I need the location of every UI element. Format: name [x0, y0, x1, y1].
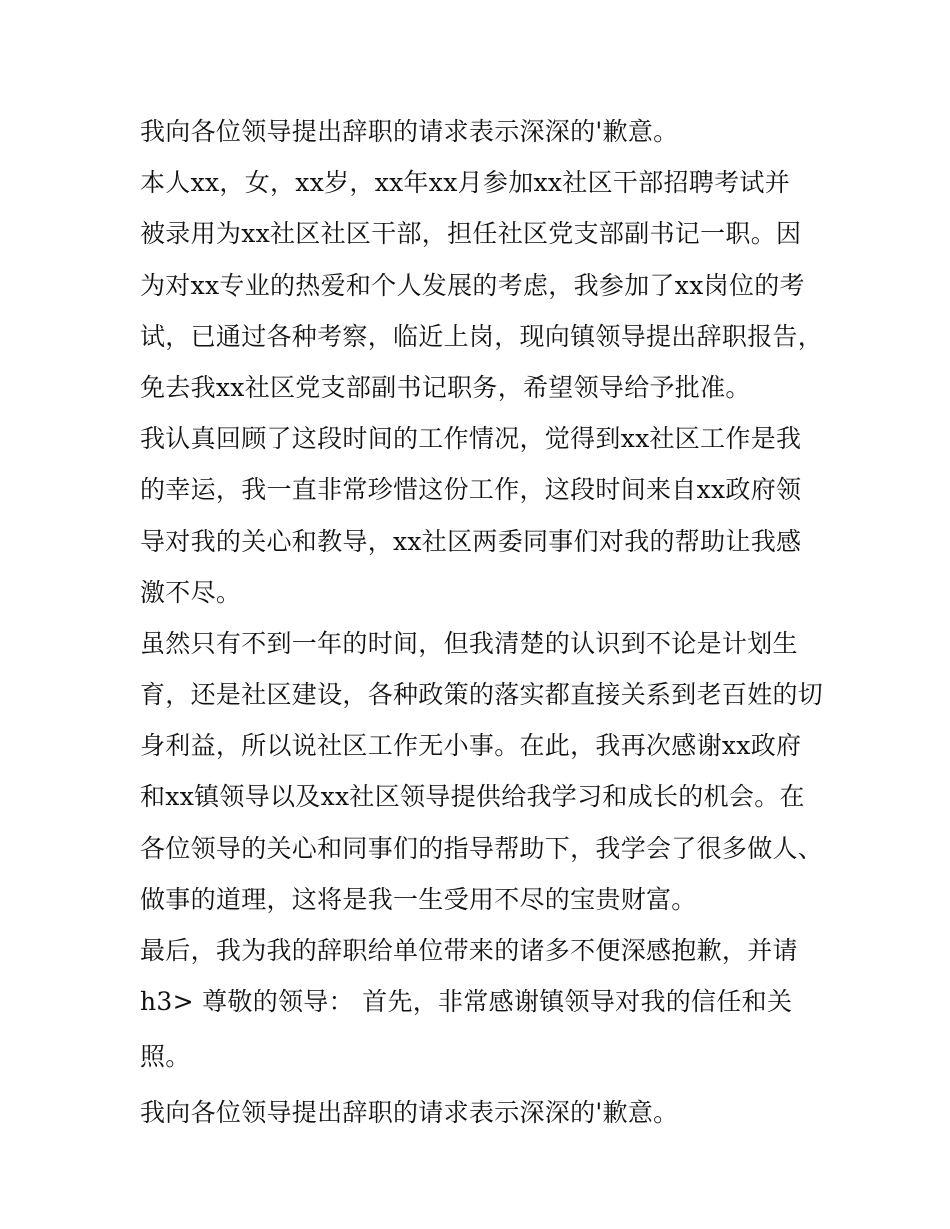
- text-line: 我认真回顾了这段时间的工作情况，觉得到xx社区工作是我: [140, 424, 802, 454]
- text-line: 和xx镇领导以及xx社区领导提供给我学习和成长的机会。在: [140, 782, 805, 812]
- text-line: 虽然只有不到一年的时间，但我清楚的认识到不论是计划生: [140, 628, 798, 658]
- text-line: 身利益，所以说社区工作无小事。在此，我再次感谢xx政府: [140, 731, 802, 761]
- text-line: 我向各位领导提出辞职的请求表示深深的'歉意。: [140, 1098, 679, 1128]
- text-line: 做事的道理，这将是我一生受用不尽的宝贵财富。: [140, 884, 697, 914]
- text-line: 免去我xx社区党支部副书记职务，希望领导给予批准。: [140, 372, 751, 402]
- text-line: 的幸运，我一直非常珍惜这份工作，这段时间来自xx政府领: [140, 475, 802, 505]
- text-line: 被录用为xx社区社区干部，担任社区党支部副书记一职。因: [140, 219, 802, 249]
- letter-body: [140, 106, 824, 1139]
- text-line: 各位领导的关心和同事们的指导帮助下，我学会了很多做人、: [140, 833, 824, 863]
- text-line: h3> 尊敬的领导： 首先，非常感谢镇领导对我的信任和关: [140, 987, 793, 1017]
- text-line: 激不尽。: [140, 577, 242, 607]
- text-line: 为对xx专业的热爱和个人发展的考虑，我参加了xx岗位的考: [140, 270, 805, 300]
- text-line: 照。: [140, 1042, 191, 1072]
- text-line: 最后，我为我的辞职给单位带来的诸多不便深感抱歉，并请: [140, 936, 798, 965]
- text-line: 育，还是社区建设，各种政策的落实都直接关系到老百姓的切: [140, 680, 824, 710]
- text-line: 本人xx，女，xx岁，xx年xx月参加xx社区干部招聘考试并: [140, 168, 790, 198]
- text-line: 导对我的关心和教导，xx社区两委同事们对我的帮助让我感: [140, 526, 802, 556]
- text-line: 试，已通过各种考察，临近上岗，现向镇领导提出辞职报告，: [140, 321, 824, 351]
- text-line: 我向各位领导提出辞职的请求表示深深的'歉意。: [140, 117, 679, 146]
